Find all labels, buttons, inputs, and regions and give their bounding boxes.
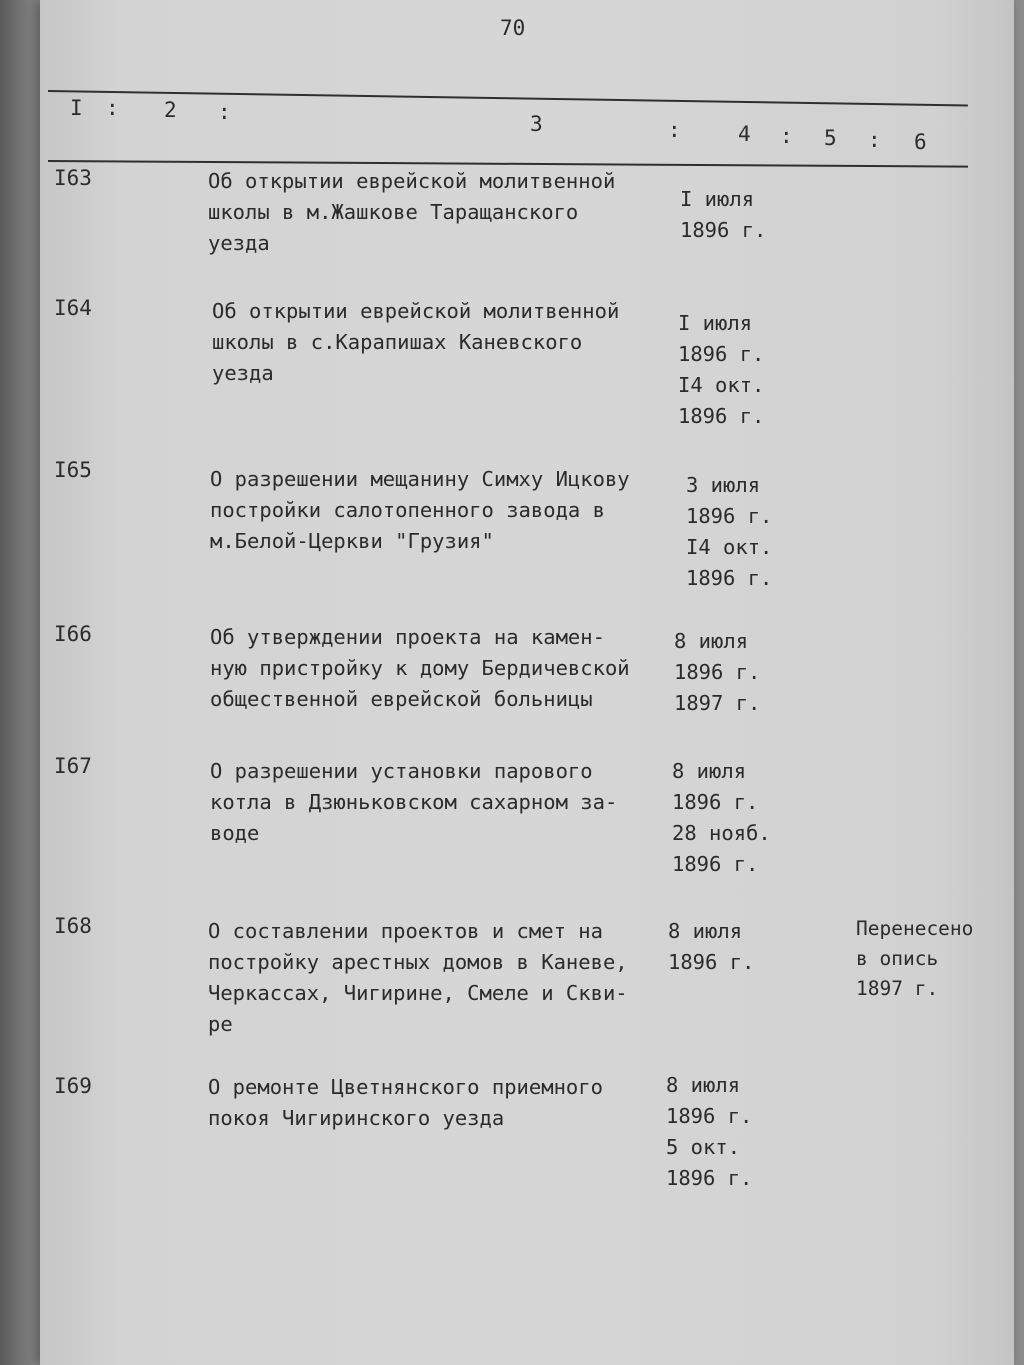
entry-dates — [678, 308, 808, 432]
entry-title: О составлении проектов и смет на постройку арестных домов в Каневе, Черкассах, Чигирине, Смеле и Скви- ре — [208, 919, 628, 1036]
header-separator: : — [668, 118, 681, 142]
binding-edge — [0, 0, 40, 1365]
entry-number: I69 — [54, 1074, 92, 1098]
entry-dates — [668, 916, 798, 978]
entry-number: I63 — [54, 166, 92, 190]
note-line: в опись — [856, 947, 939, 970]
note-line: Перенесено — [856, 917, 974, 940]
entry-title: Об открытии еврейской молитвенной школы в м.Жашкове Таращанского уезда — [208, 169, 616, 255]
entry-dates — [674, 626, 804, 719]
entry-date: I июля — [678, 311, 753, 335]
entry-dates — [680, 184, 810, 246]
entry-date: 8 июля — [674, 629, 749, 653]
entry-dates — [672, 756, 802, 880]
entry-date: 1896 г. — [686, 504, 773, 528]
entry-date: 1896 г. — [686, 566, 773, 590]
entry-date: 1896 г. — [666, 1104, 753, 1128]
entry-date: 8 июля — [668, 919, 743, 943]
entry-date: 1896 г. — [674, 660, 761, 684]
entry-title: О разрешении мещанину Симху Ицкову постройки салотопенного завода в м.Белой-Церкви "Грузия" — [210, 467, 630, 553]
entry-date: 1896 г. — [672, 852, 759, 876]
entry-dates — [666, 1070, 796, 1194]
entry-number: I65 — [54, 458, 92, 482]
header-separator: : — [868, 128, 881, 152]
entry-title: О разрешении установки парового котла в Дзюньковском сахарном за- воде — [210, 759, 618, 845]
entry-date: 1896 г. — [672, 790, 759, 814]
header-col1: I — [70, 96, 83, 120]
header-col6: 6 — [914, 130, 927, 154]
entry-date: 1896 г. — [666, 1166, 753, 1190]
entry-title: Об открытии еврейской молитвенной школы в с.Карапишах Каневского уезда — [212, 299, 620, 385]
note-line: 1897 г. — [856, 977, 939, 1000]
header-col2: 2 — [164, 98, 177, 122]
entry-dates — [686, 470, 816, 594]
entry-date: 28 нояб. — [672, 821, 771, 845]
page-number: 70 — [500, 16, 526, 40]
header-separator: : — [106, 96, 119, 120]
entry-date: 1896 г. — [680, 218, 767, 242]
entry-date: I4 окт. — [686, 535, 773, 559]
right-edge — [1014, 0, 1024, 1365]
entry-number: I67 — [54, 754, 92, 778]
entry-date: I июля — [680, 187, 755, 211]
entry-date: I4 окт. — [678, 373, 765, 397]
entry-date: 1896 г. — [678, 404, 765, 428]
header-separator: : — [780, 124, 793, 148]
entry-date: 3 июля — [686, 473, 761, 497]
entry-date: 1896 г. — [668, 950, 755, 974]
header-col5: 5 — [824, 126, 837, 150]
header-col4: 4 — [738, 122, 751, 146]
header-col3: 3 — [530, 112, 543, 136]
entry-note — [856, 914, 1006, 1004]
header-top-rule — [48, 90, 968, 106]
entry-title: О ремонте Цветнянского приемного покоя Чигиринского уезда — [208, 1075, 603, 1130]
entry-date: 1897 г. — [674, 691, 761, 715]
header-separator: : — [218, 100, 231, 124]
entry-date: 5 окт. — [666, 1135, 741, 1159]
entry-number: I64 — [54, 296, 92, 320]
entry-title: Об утверждении проекта на камен- ную пристройку к дому Бердичевской общественной еврейской больницы — [210, 625, 630, 711]
entry-number: I66 — [54, 622, 92, 646]
entry-date: 1896 г. — [678, 342, 765, 366]
entry-number: I68 — [54, 914, 92, 938]
document-page — [40, 0, 1014, 1365]
entry-date: 8 июля — [666, 1073, 741, 1097]
entry-date: 8 июля — [672, 759, 747, 783]
